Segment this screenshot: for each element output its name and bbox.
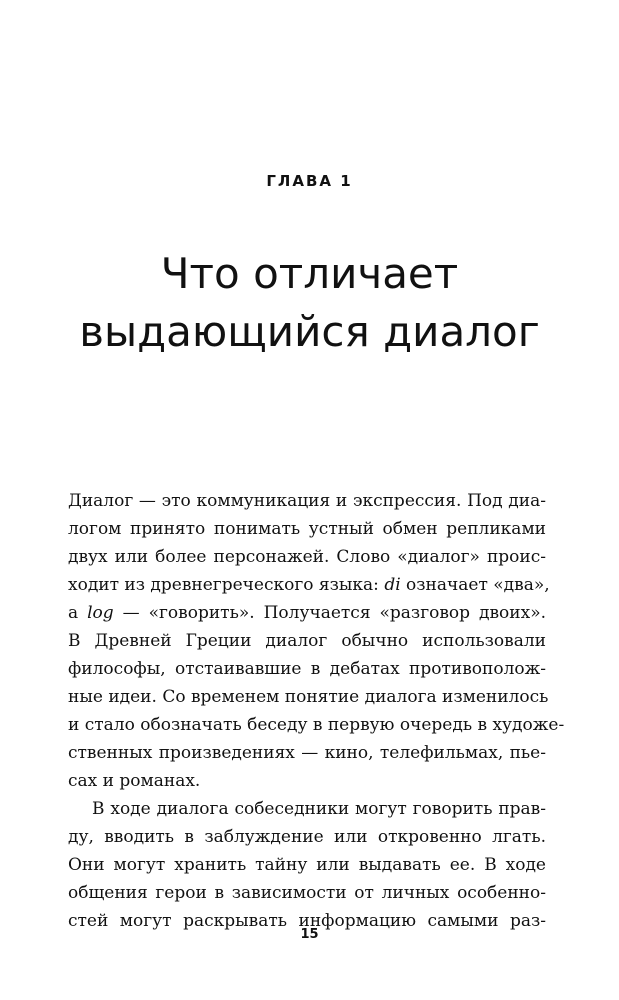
- text-line: логом принято понимать устный обмен репликами: [68, 519, 546, 539]
- italic-term-di: di: [384, 575, 401, 595]
- text-line: сах и романах.: [68, 771, 201, 791]
- chapter-title-line-2: выдающийся диалог: [79, 307, 540, 356]
- text-line: В Древней Греции диалог обычно использовали: [68, 631, 546, 651]
- chapter-title-line-1: Что отличает: [160, 249, 459, 298]
- text-line: ду, вводить в заблуждение или откровенно лгать.: [68, 827, 546, 847]
- italic-term-log: log: [87, 603, 114, 623]
- text-segment: означает «два»,: [400, 575, 550, 595]
- text-line: двух или более персонажей. Слово «диалог» проис-: [68, 547, 546, 567]
- text-line: [68, 599, 546, 627]
- text-segment: — «говорить». Получается «разговор двоих».: [113, 603, 546, 623]
- text-line: [68, 571, 550, 599]
- page-number: 15: [300, 927, 319, 942]
- text-line: В ходе диалога собеседники могут говорить прав-: [92, 799, 546, 819]
- text-line: философы, отстаивавшие в дебатах противополож-: [68, 659, 546, 679]
- text-line: ные идеи. Со временем понятие диалога изменилось: [68, 687, 549, 707]
- text-line: общения герои в зависимости от личных особенно-: [68, 883, 546, 903]
- text-line: Они могут хранить тайну или выдавать ее. В ходе: [68, 855, 546, 875]
- body-text: [68, 487, 565, 935]
- text-line: и стало обозначать беседу в первую очередь в художе-: [68, 715, 565, 735]
- text-line: стей могут раскрывать информацию самыми раз-: [68, 911, 546, 931]
- chapter-title: [60, 245, 559, 361]
- text-segment: ходит из древнегреческого языка:: [68, 575, 385, 595]
- text-line: ственных произведениях — кино, телефильмах, пье-: [68, 743, 546, 763]
- text-line: Диалог — это коммуникация и экспрессия. Под диа-: [68, 491, 546, 511]
- text-segment: а: [68, 603, 88, 623]
- chapter-label: ГЛАВА 1: [266, 172, 353, 190]
